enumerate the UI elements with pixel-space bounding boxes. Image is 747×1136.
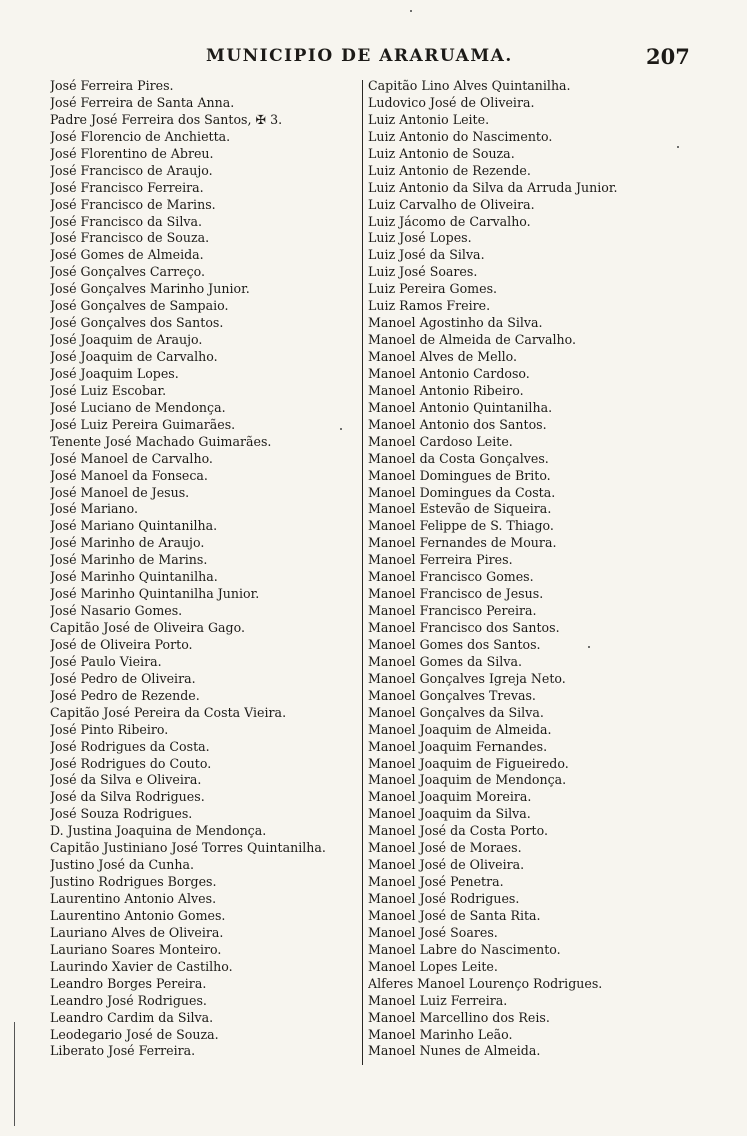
name-entry: Capitão Justiniano José Torres Quintanilha. xyxy=(50,840,326,856)
name-entry: José Mariano. xyxy=(50,501,138,517)
name-entry: José Joaquim Lopes. xyxy=(50,365,179,381)
name-entry: José Rodrigues do Couto. xyxy=(50,755,212,771)
name-entry: Leandro José Rodrigues. xyxy=(50,992,207,1008)
name-entry: Luiz José Soares. xyxy=(368,264,478,280)
name-entry: Manoel Joaquim da Silva. xyxy=(368,806,531,822)
page-number: 207 xyxy=(646,44,690,69)
name-entry: Manoel Antonio Quintanilha. xyxy=(368,399,553,415)
name-entry: José Souza Rodrigues. xyxy=(50,806,193,822)
name-entry: Leodegario José de Souza. xyxy=(50,1026,219,1042)
name-entry: Lauriano Soares Monteiro. xyxy=(50,941,222,957)
name-entry: José Manoel de Jesus. xyxy=(50,484,190,500)
name-entry: Manoel Joaquim Fernandes. xyxy=(368,738,548,754)
ink-speck xyxy=(340,428,342,430)
name-entry: Luiz José da Silva. xyxy=(368,247,485,263)
name-entry: Manoel José de Oliveira. xyxy=(368,857,525,873)
name-entry: Manoel José Penetra. xyxy=(368,874,504,890)
ink-speck xyxy=(588,646,590,648)
name-entry: Capitão Lino Alves Quintanilha. xyxy=(368,78,571,93)
name-entry: Leandro Borges Pereira. xyxy=(50,975,207,991)
name-entry: Luiz José Lopes. xyxy=(368,230,472,246)
name-entry: Manoel Joaquim Moreira. xyxy=(368,789,532,805)
name-entry: Laurentino Antonio Gomes. xyxy=(50,907,226,923)
name-entry: Manoel Felippe de S. Thiago. xyxy=(368,518,554,534)
name-entry: Lauriano Alves de Oliveira. xyxy=(50,924,224,940)
name-entry: Manoel Domingues de Brito. xyxy=(368,467,551,483)
name-entry: Manoel Gonçalves da Silva. xyxy=(368,704,544,720)
name-entry: José Gonçalves Marinho Junior. xyxy=(50,281,250,297)
name-entry: Justino Rodrigues Borges. xyxy=(50,874,217,890)
name-entry: Luiz Antonio do Nascimento. xyxy=(368,128,553,144)
margin-rule xyxy=(14,1022,15,1126)
name-entry: José Gomes de Almeida. xyxy=(50,247,204,263)
name-entry: Manoel Estevão de Siqueira. xyxy=(368,501,552,517)
name-entry: D. Justina Joaquina de Mendonça. xyxy=(50,823,267,839)
page-title: MUNICIPIO DE ARARUAMA. xyxy=(206,46,513,66)
name-entry: Leandro Cardim da Silva. xyxy=(50,1009,214,1025)
name-entry: Manoel Antonio Cardoso. xyxy=(368,365,530,381)
name-entry: José Gonçalves de Sampaio. xyxy=(50,298,229,314)
name-entry: Ludovico José de Oliveira. xyxy=(368,94,535,110)
name-entry: Manoel Francisco Gomes. xyxy=(368,569,534,585)
name-entry: Padre José Ferreira dos Santos, ✠ 3. xyxy=(50,111,283,127)
name-entry: Tenente José Machado Guimarães. xyxy=(50,433,272,449)
name-entry: Capitão José Pereira da Costa Vieira. xyxy=(50,704,287,720)
name-entry: Manoel Fernandes de Moura. xyxy=(368,535,557,551)
name-entry: Manoel José Soares. xyxy=(368,924,498,940)
name-entry: Manoel Marinho Leão. xyxy=(368,1026,513,1042)
name-entry: Manoel Joaquim de Mendonça. xyxy=(368,772,567,788)
name-entry: Manoel Gonçalves Igreja Neto. xyxy=(368,670,566,686)
name-entry: Manoel Joaquim de Figueiredo. xyxy=(368,755,569,771)
name-entry: Manoel Labre do Nascimento. xyxy=(368,941,561,957)
name-entry: José Gonçalves Carreço. xyxy=(50,264,205,280)
name-entry: Manoel Antonio Ribeiro. xyxy=(368,382,524,398)
name-entry: Manoel Marcellino dos Reis. xyxy=(368,1009,550,1025)
name-entry: Luiz Carvalho de Oliveira. xyxy=(368,196,535,212)
name-entry: José Florentino de Abreu. xyxy=(50,145,214,161)
name-entry: José Pinto Ribeiro. xyxy=(50,721,169,737)
name-entry: José Pedro de Rezende. xyxy=(50,687,200,703)
name-entry: José Francisco da Silva. xyxy=(50,213,202,229)
name-entry: Liberato José Ferreira. xyxy=(50,1043,196,1059)
name-entry: Manoel da Costa Gonçalves. xyxy=(368,450,549,466)
name-entry: Manoel Nunes de Almeida. xyxy=(368,1043,541,1059)
left-name-column xyxy=(50,78,360,1060)
right-name-column xyxy=(368,78,698,1060)
name-entry: José da Silva e Oliveira. xyxy=(50,772,202,788)
name-entry: José Ferreira Pires. xyxy=(50,78,174,93)
name-entry: Luiz Jácomo de Carvalho. xyxy=(368,213,531,229)
name-entry: José da Silva Rodrigues. xyxy=(50,789,205,805)
name-entry: José Ferreira de Santa Anna. xyxy=(50,94,235,110)
name-entry: José Marinho de Araujo. xyxy=(50,535,205,551)
name-entry: Manoel Joaquim de Almeida. xyxy=(368,721,552,737)
name-entry: Manoel José de Santa Rita. xyxy=(368,907,541,923)
name-entry: José Joaquim de Araujo. xyxy=(50,332,203,348)
name-entry: Manoel Ferreira Pires. xyxy=(368,552,513,568)
name-entry: José Marinho Quintanilha. xyxy=(50,569,218,585)
name-entry: Manoel de Almeida de Carvalho. xyxy=(368,332,577,348)
name-entry: Manoel Francisco de Jesus. xyxy=(368,586,544,602)
name-entry: Manoel Cardoso Leite. xyxy=(368,433,513,449)
name-entry: José Nasario Gomes. xyxy=(50,603,183,619)
name-entry: José Francisco de Araujo. xyxy=(50,162,213,178)
name-entry: Manoel Domingues da Costa. xyxy=(368,484,556,500)
ink-speck xyxy=(410,10,412,12)
name-entry: Manoel Lopes Leite. xyxy=(368,958,498,974)
name-entry: Manoel Francisco Pereira. xyxy=(368,603,537,619)
name-entry: Luiz Antonio de Rezende. xyxy=(368,162,531,178)
name-entry: Manoel José da Costa Porto. xyxy=(368,823,548,839)
name-entry: José Joaquim de Carvalho. xyxy=(50,349,218,364)
name-entry: José Francisco Ferreira. xyxy=(50,179,204,195)
name-entry: José Rodrigues da Costa. xyxy=(50,738,210,754)
name-entry: Manoel José de Moraes. xyxy=(368,840,522,856)
name-entry: Manoel Luiz Ferreira. xyxy=(368,992,508,1008)
name-entry: José Francisco de Souza. xyxy=(50,230,210,246)
name-entry: Laurindo Xavier de Castilho. xyxy=(50,958,233,974)
ink-speck xyxy=(677,146,679,148)
name-entry: José Paulo Vieira. xyxy=(50,653,162,669)
name-entry: José Manoel de Carvalho. xyxy=(50,450,213,466)
name-entry: José Marinho de Marins. xyxy=(50,552,208,568)
name-entry: José Luiz Escobar. xyxy=(50,382,167,398)
page-header xyxy=(0,42,747,72)
name-entry: Luiz Antonio da Silva da Arruda Junior. xyxy=(368,179,618,195)
name-entry: Luiz Antonio de Souza. xyxy=(368,145,515,161)
name-entry: José Marinho Quintanilha Junior. xyxy=(50,586,260,602)
name-entry: Luiz Pereira Gomes. xyxy=(368,281,498,297)
name-entry: Luiz Ramos Freire. xyxy=(368,298,491,314)
name-entry: Manoel Alves de Mello. xyxy=(368,349,518,364)
name-entry: Alferes Manoel Lourenço Rodrigues. xyxy=(368,975,603,991)
name-entry: José Gonçalves dos Santos. xyxy=(50,315,224,331)
name-entry: José Luiz Pereira Guimarães. xyxy=(50,416,236,432)
name-entry: Manoel Francisco dos Santos. xyxy=(368,620,560,635)
name-entry: José Florencio de Anchietta. xyxy=(50,128,231,144)
name-entry: Manoel Gomes dos Santos. xyxy=(368,636,541,652)
name-entry: José de Oliveira Porto. xyxy=(50,636,193,652)
name-entry: Capitão José de Oliveira Gago. xyxy=(50,620,245,635)
column-divider xyxy=(362,80,363,1065)
name-entry: Justino José da Cunha. xyxy=(50,857,195,873)
name-entry: Manoel Gomes da Silva. xyxy=(368,653,522,669)
name-entry: Manoel José Rodrigues. xyxy=(368,891,520,906)
name-entry: Luiz Antonio Leite. xyxy=(368,111,490,127)
name-entry: José Luciano de Mendonça. xyxy=(50,399,226,415)
name-entry: José Francisco de Marins. xyxy=(50,196,216,212)
name-entry: Manoel Gonçalves Trevas. xyxy=(368,687,536,703)
name-entry: José Manoel da Fonseca. xyxy=(50,467,208,483)
name-entry: José Mariano Quintanilha. xyxy=(50,518,218,534)
name-entry: José Pedro de Oliveira. xyxy=(50,670,196,686)
name-entry: Manoel Antonio dos Santos. xyxy=(368,416,547,432)
name-entry: Laurentino Antonio Alves. xyxy=(50,891,217,906)
name-entry: Manoel Agostinho da Silva. xyxy=(368,315,543,331)
